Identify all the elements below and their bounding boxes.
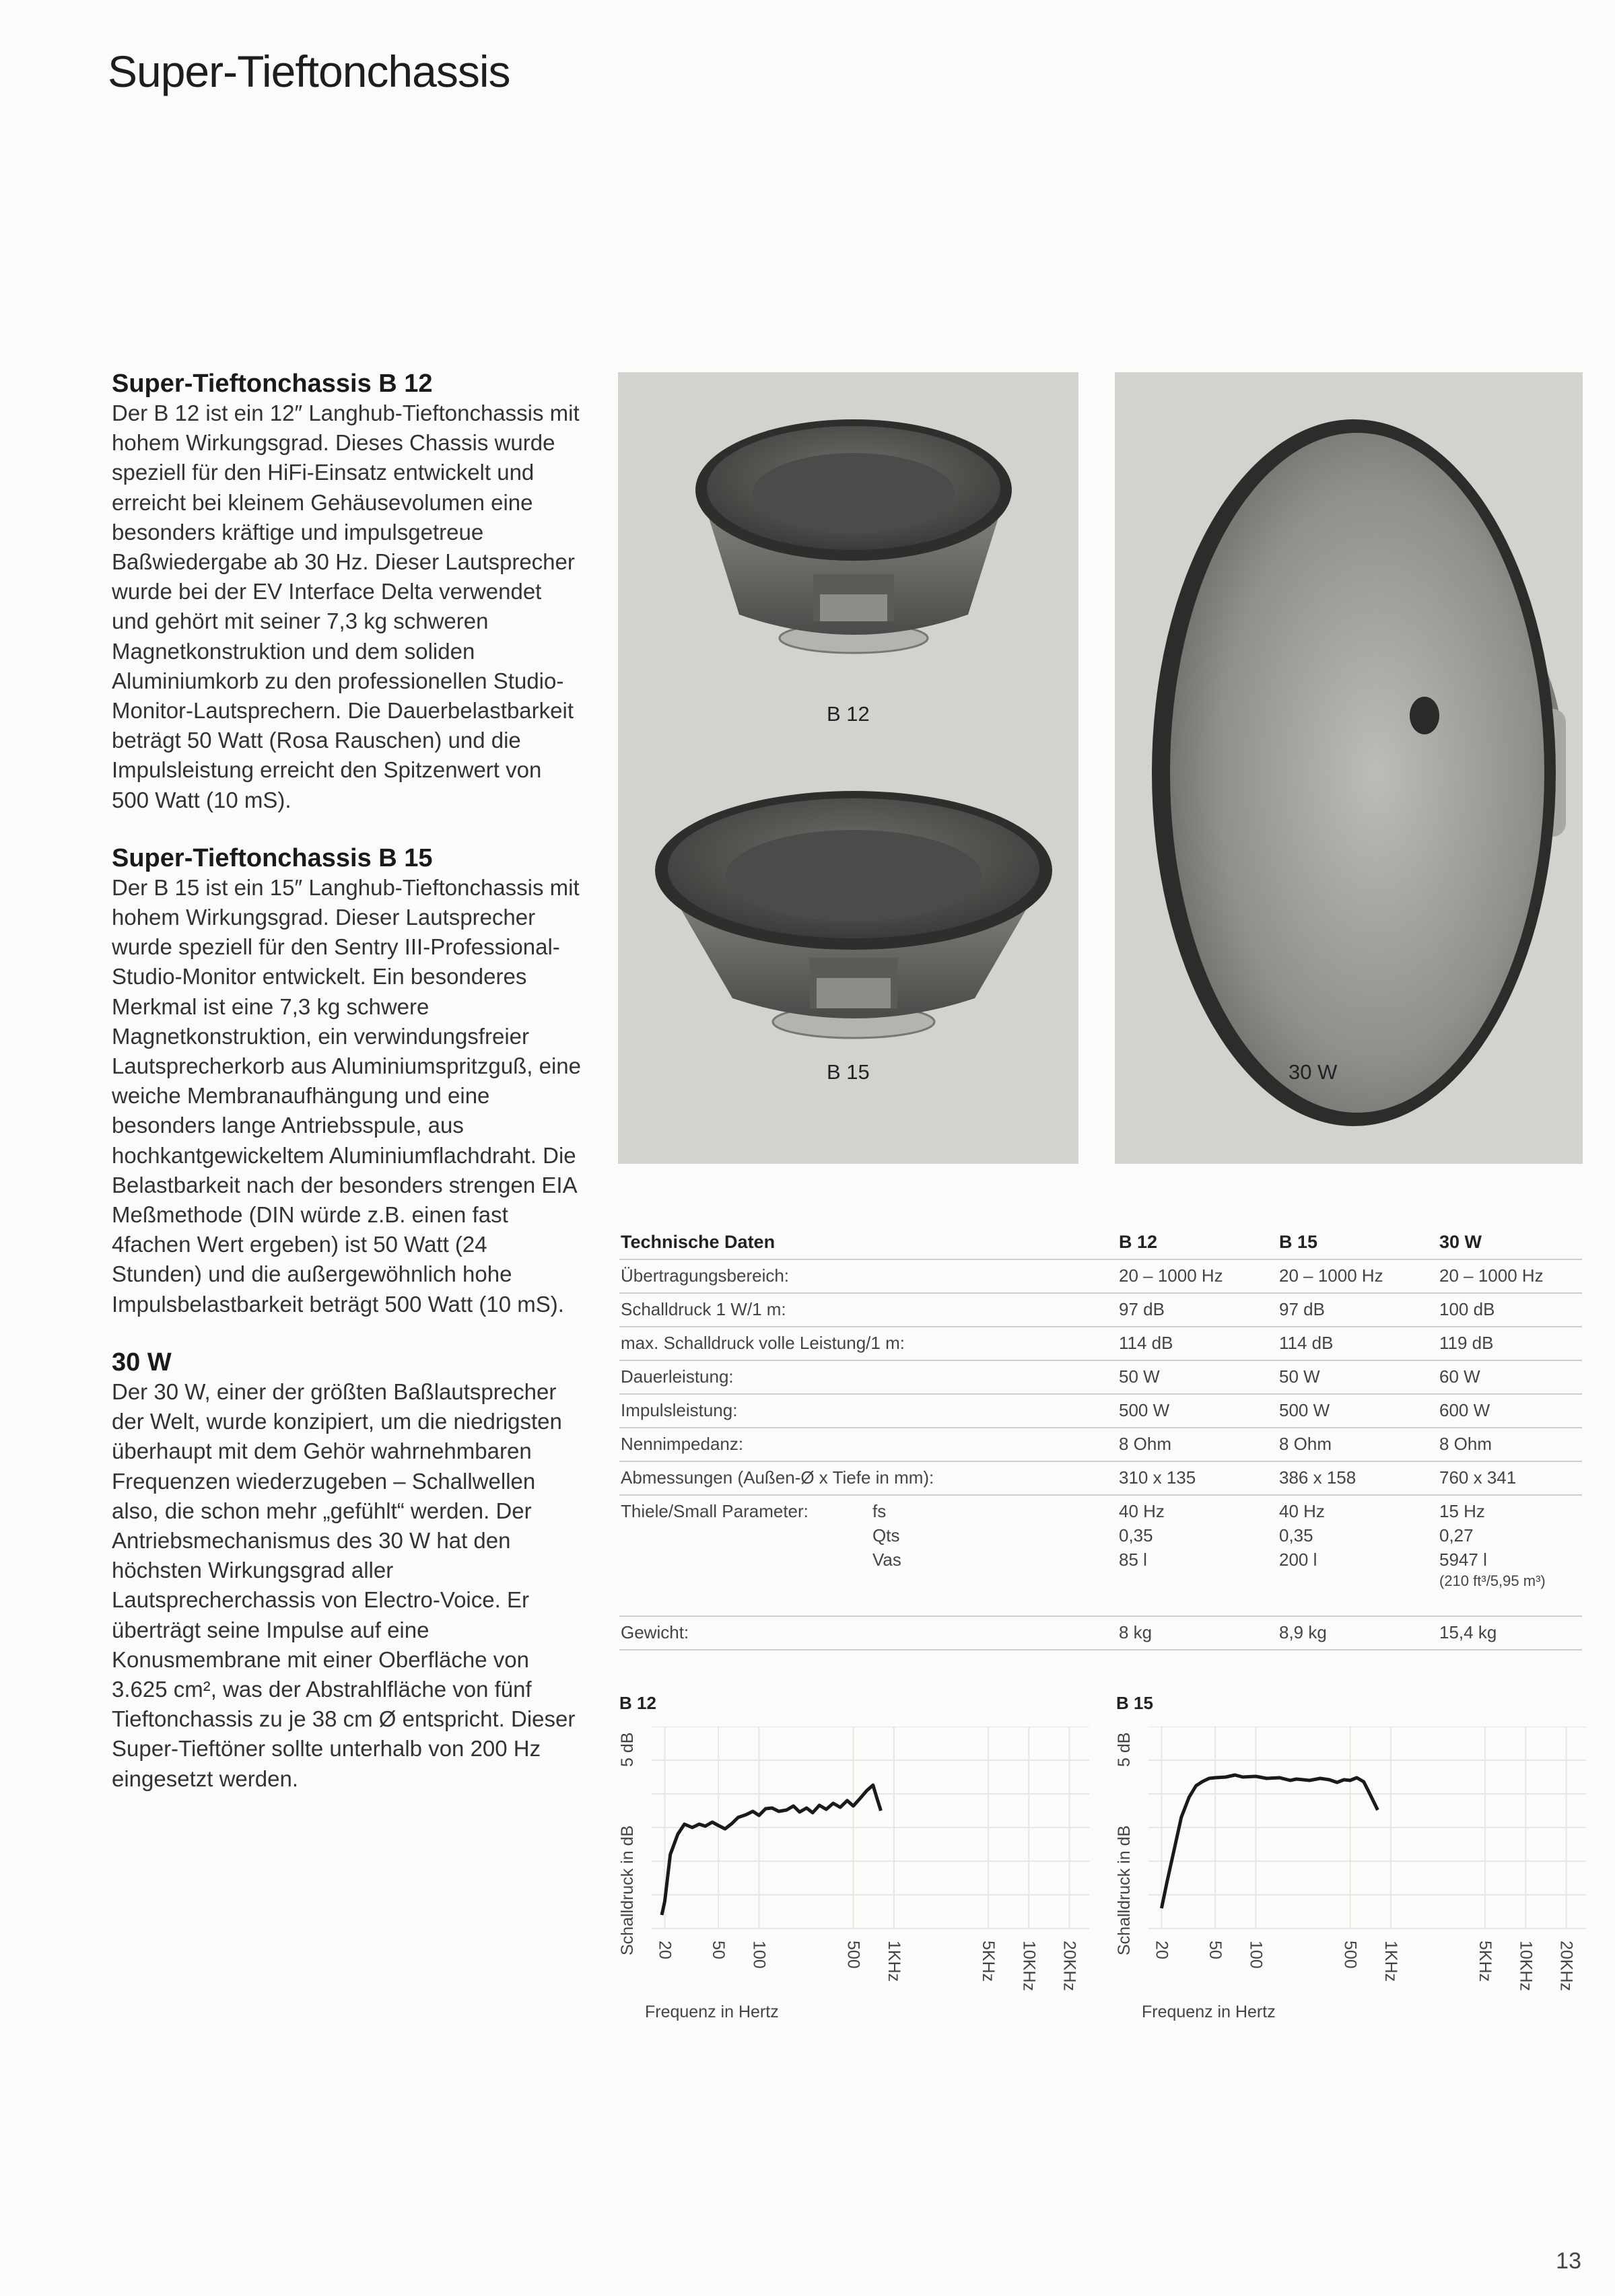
x-tick-label: 1KHz [1381,1941,1400,1982]
cell-value: 15 Hz [1439,1501,1485,1521]
x-tick-label: 500 [1340,1941,1360,1969]
cell-value: 8 kg [1119,1622,1153,1642]
cell-value: 600 W [1439,1400,1490,1420]
cell-value: 20 – 1000 Hz [1439,1265,1544,1286]
cell-value: 40 Hz [1279,1501,1325,1521]
page-number: 13 [1556,2248,1581,2274]
photo-30w [1115,372,1583,1164]
table-row [619,1259,1582,1294]
cell-value: 200 l [1279,1550,1317,1570]
cell-note: (210 ft³/5,95 m³) [1439,1572,1546,1589]
x-tick-label: 20 [655,1941,675,1959]
cell-value: 386 x 158 [1279,1467,1356,1488]
section-b12 [112,369,583,815]
cell-value: 8 Ohm [1279,1434,1332,1454]
photo-b12-b15 [618,372,1078,1164]
cell-value: 15,4 kg [1439,1622,1497,1642]
x-axis-label: Frequenz in Hertz [645,2003,779,2021]
table-row [619,1326,1582,1361]
text-column [112,369,583,1822]
chart-title: B 12 [619,1693,656,1713]
cell-value: 97 dB [1279,1299,1325,1319]
section-body: Der 30 W, einer der größten Baßlautsprecher der Welt, wurde konzipiert, um die niedrigsten überhaupt mit dem Gehör wahrnehmbaren Frequenzen wiederzugeben – Schallwellen also, die schon mehr „gefühlt“ werden. Der Antriebsmechanismus des 30 W hat den höchsten Wirkungsgrad aller Lautsprecherchassis von Electro-Voice. Er überträgt seine Impulse auf eine Konusmembrane mit einer Oberfläche von 3.625 cm², was der Abstrahlfläche von fünf Tieftonchassis zu je 38 cm Ø entspricht. Dieser Super-Tieftöner sollte unterhalb von 200 Hz eingesetzt werden. [112,1379,576,1791]
col-header: B 15 [1279,1232,1318,1252]
cell-value: 500 W [1119,1400,1170,1420]
x-axis-label: Frequenz in Hertz [1142,2003,1276,2021]
cell-value: 100 dB [1439,1299,1495,1319]
photo-label-30w: 30 W [1288,1060,1338,1084]
x-tick-label: 100 [749,1941,769,1969]
row-label: Nennimpedanz: [621,1434,744,1454]
cell-value: 500 W [1279,1400,1330,1420]
row-label: max. Schalldruck volle Leistung/1 m: [621,1333,905,1353]
cell-value: 5947 l [1439,1550,1487,1570]
cell-value: 0,35 [1119,1525,1153,1545]
frequency-chart-b15 [1115,1693,1586,2043]
row-label: Impulsleistung: [621,1400,738,1420]
cell-value: 8 Ohm [1119,1434,1172,1454]
col-header: 30 W [1439,1232,1482,1252]
section-30w [112,1348,583,1794]
x-tick-label: 20 [1152,1941,1171,1959]
x-tick-label: 1KHz [884,1941,903,1982]
cell-value: 60 W [1439,1366,1480,1387]
x-tick-label: 10KHz [1019,1941,1039,1992]
cell-value: 760 x 341 [1439,1467,1517,1488]
section-b15 [112,843,583,1319]
col-header: B 12 [1119,1232,1158,1252]
cell-value: 114 dB [1279,1333,1334,1353]
cell-value: 119 dB [1439,1333,1494,1353]
chart-title: B 15 [1116,1693,1153,1713]
speaker-30w-illustration [1115,372,1583,1164]
x-tick-label: 100 [1246,1941,1266,1969]
x-tick-label: 5KHz [978,1941,998,1982]
section-heading: Super-Tieftonchassis B 12 [112,370,433,398]
x-tick-label: 5KHz [1475,1941,1494,1982]
cell-value: 50 W [1119,1366,1160,1387]
x-tick-label: 20KHz [1556,1941,1576,1992]
x-tick-label: 50 [1206,1941,1225,1959]
cell-value: 50 W [1279,1366,1320,1387]
table-row [619,1393,1582,1428]
cell-value: 0,27 [1439,1525,1474,1545]
cell-value: 8,9 kg [1279,1622,1327,1642]
section-body: Der B 15 ist ein 15″ Langhub-Tieftonchassis mit hohem Wirkungsgrad. Dieser Lautsprecher wurde speziell für den Sentry III-Professional-Studio-Monitor entwickelt. Ein besonderes Merkmal ist eine 7,3 kg schwere Magnetkonstruktion, ein verwindungsfreier Lautsprecherkorb aus Aluminiumspritzguß, eine weiche Membranaufhängung und eine besonders lange Antriebsspule, aus hochkantgewickeltem Aluminiumflachdraht. Die Belastbarkeit nach der besonders strengen EIA Meßmethode (DIN würde z.B. einen fast 4fachen Wert ergeben) ist 50 Watt (24 Stunden) und die außergewöhnlich hohe Impulsbelastbarkeit beträgt 500 Watt (10 mS). [112,874,582,1317]
row-label: Übertragungsbereich: [621,1265,790,1286]
param-label: Qts [872,1525,900,1545]
table-row [619,1360,1582,1395]
y-axis-label: Schalldruck in dB [618,1825,637,1955]
cell-value: 114 dB [1119,1333,1173,1353]
x-tick-label: 500 [844,1941,863,1969]
table-row [619,1292,1582,1327]
spec-title: Technische Daten [621,1232,776,1252]
table-row-thiele [619,1494,1582,1617]
photo-label-b12: B 12 [827,702,870,726]
x-tick-label: 10KHz [1516,1941,1536,1992]
section-heading: 30 W [112,1348,172,1377]
x-tick-label: 50 [709,1941,728,1959]
row-label: Thiele/Small Parameter: [621,1501,809,1521]
speaker-illustration [618,372,1078,1164]
cell-value: 8 Ohm [1439,1434,1492,1454]
table-row-weight [619,1615,1582,1650]
param-label: fs [872,1501,887,1521]
cell-value: 97 dB [1119,1299,1165,1319]
table-header-row [619,1225,1582,1260]
row-label: Dauerleistung: [621,1366,734,1387]
row-label: Schalldruck 1 W/1 m: [621,1299,786,1319]
cell-value: 0,35 [1279,1525,1313,1545]
chart-plot [1148,1727,1586,2003]
cell-value: 310 x 135 [1119,1467,1196,1488]
response-curve [1161,1775,1377,1908]
chart-plot [652,1727,1089,2003]
row-label: Gewicht: [621,1622,689,1642]
y-scale-label: 5 dB [618,1732,637,1767]
table-row [619,1461,1582,1496]
param-label: Vas [872,1550,901,1570]
x-tick-label: 20KHz [1060,1941,1079,1992]
cell-value: 20 – 1000 Hz [1279,1265,1383,1286]
section-heading: Super-Tieftonchassis B 15 [112,843,433,872]
photo-label-b15: B 15 [827,1060,870,1084]
cell-value: 85 l [1119,1550,1147,1570]
cell-value: 40 Hz [1119,1501,1165,1521]
y-axis-label: Schalldruck in dB [1115,1825,1134,1955]
table-row [619,1427,1582,1462]
y-scale-label: 5 dB [1115,1732,1134,1767]
page-title: Super-Tieftonchassis [108,46,510,96]
row-label: Abmessungen (Außen-Ø x Tiefe in mm): [621,1467,934,1488]
frequency-chart-b12 [618,1693,1089,2043]
response-curve [662,1785,881,1915]
section-body: Der B 12 ist ein 12″ Langhub-Tieftonchassis mit hohem Wirkungsgrad. Dieses Chassis wurde speziell für den HiFi-Einsatz entwickelt und erreicht bei kleinem Gehäusevolumen eine besonders kräftige und impulsgetreue Baßwiedergabe ab 30 Hz. Dieser Lautsprecher wurde bei der EV Interface Delta verwendet und gehört mit seiner 7,3 kg schweren Magnetkonstruktion und dem soliden Aluminiumkorb zu den professionellen Studio-Monitor-Lautsprechern. Die Dauerbelastbarkeit beträgt 50 Watt (Rosa Rauschen) und die Impulsleistung erreicht den Spitzenwert von 500 Watt (10 mS). [112,401,580,812]
cell-value: 20 – 1000 Hz [1119,1265,1223,1286]
